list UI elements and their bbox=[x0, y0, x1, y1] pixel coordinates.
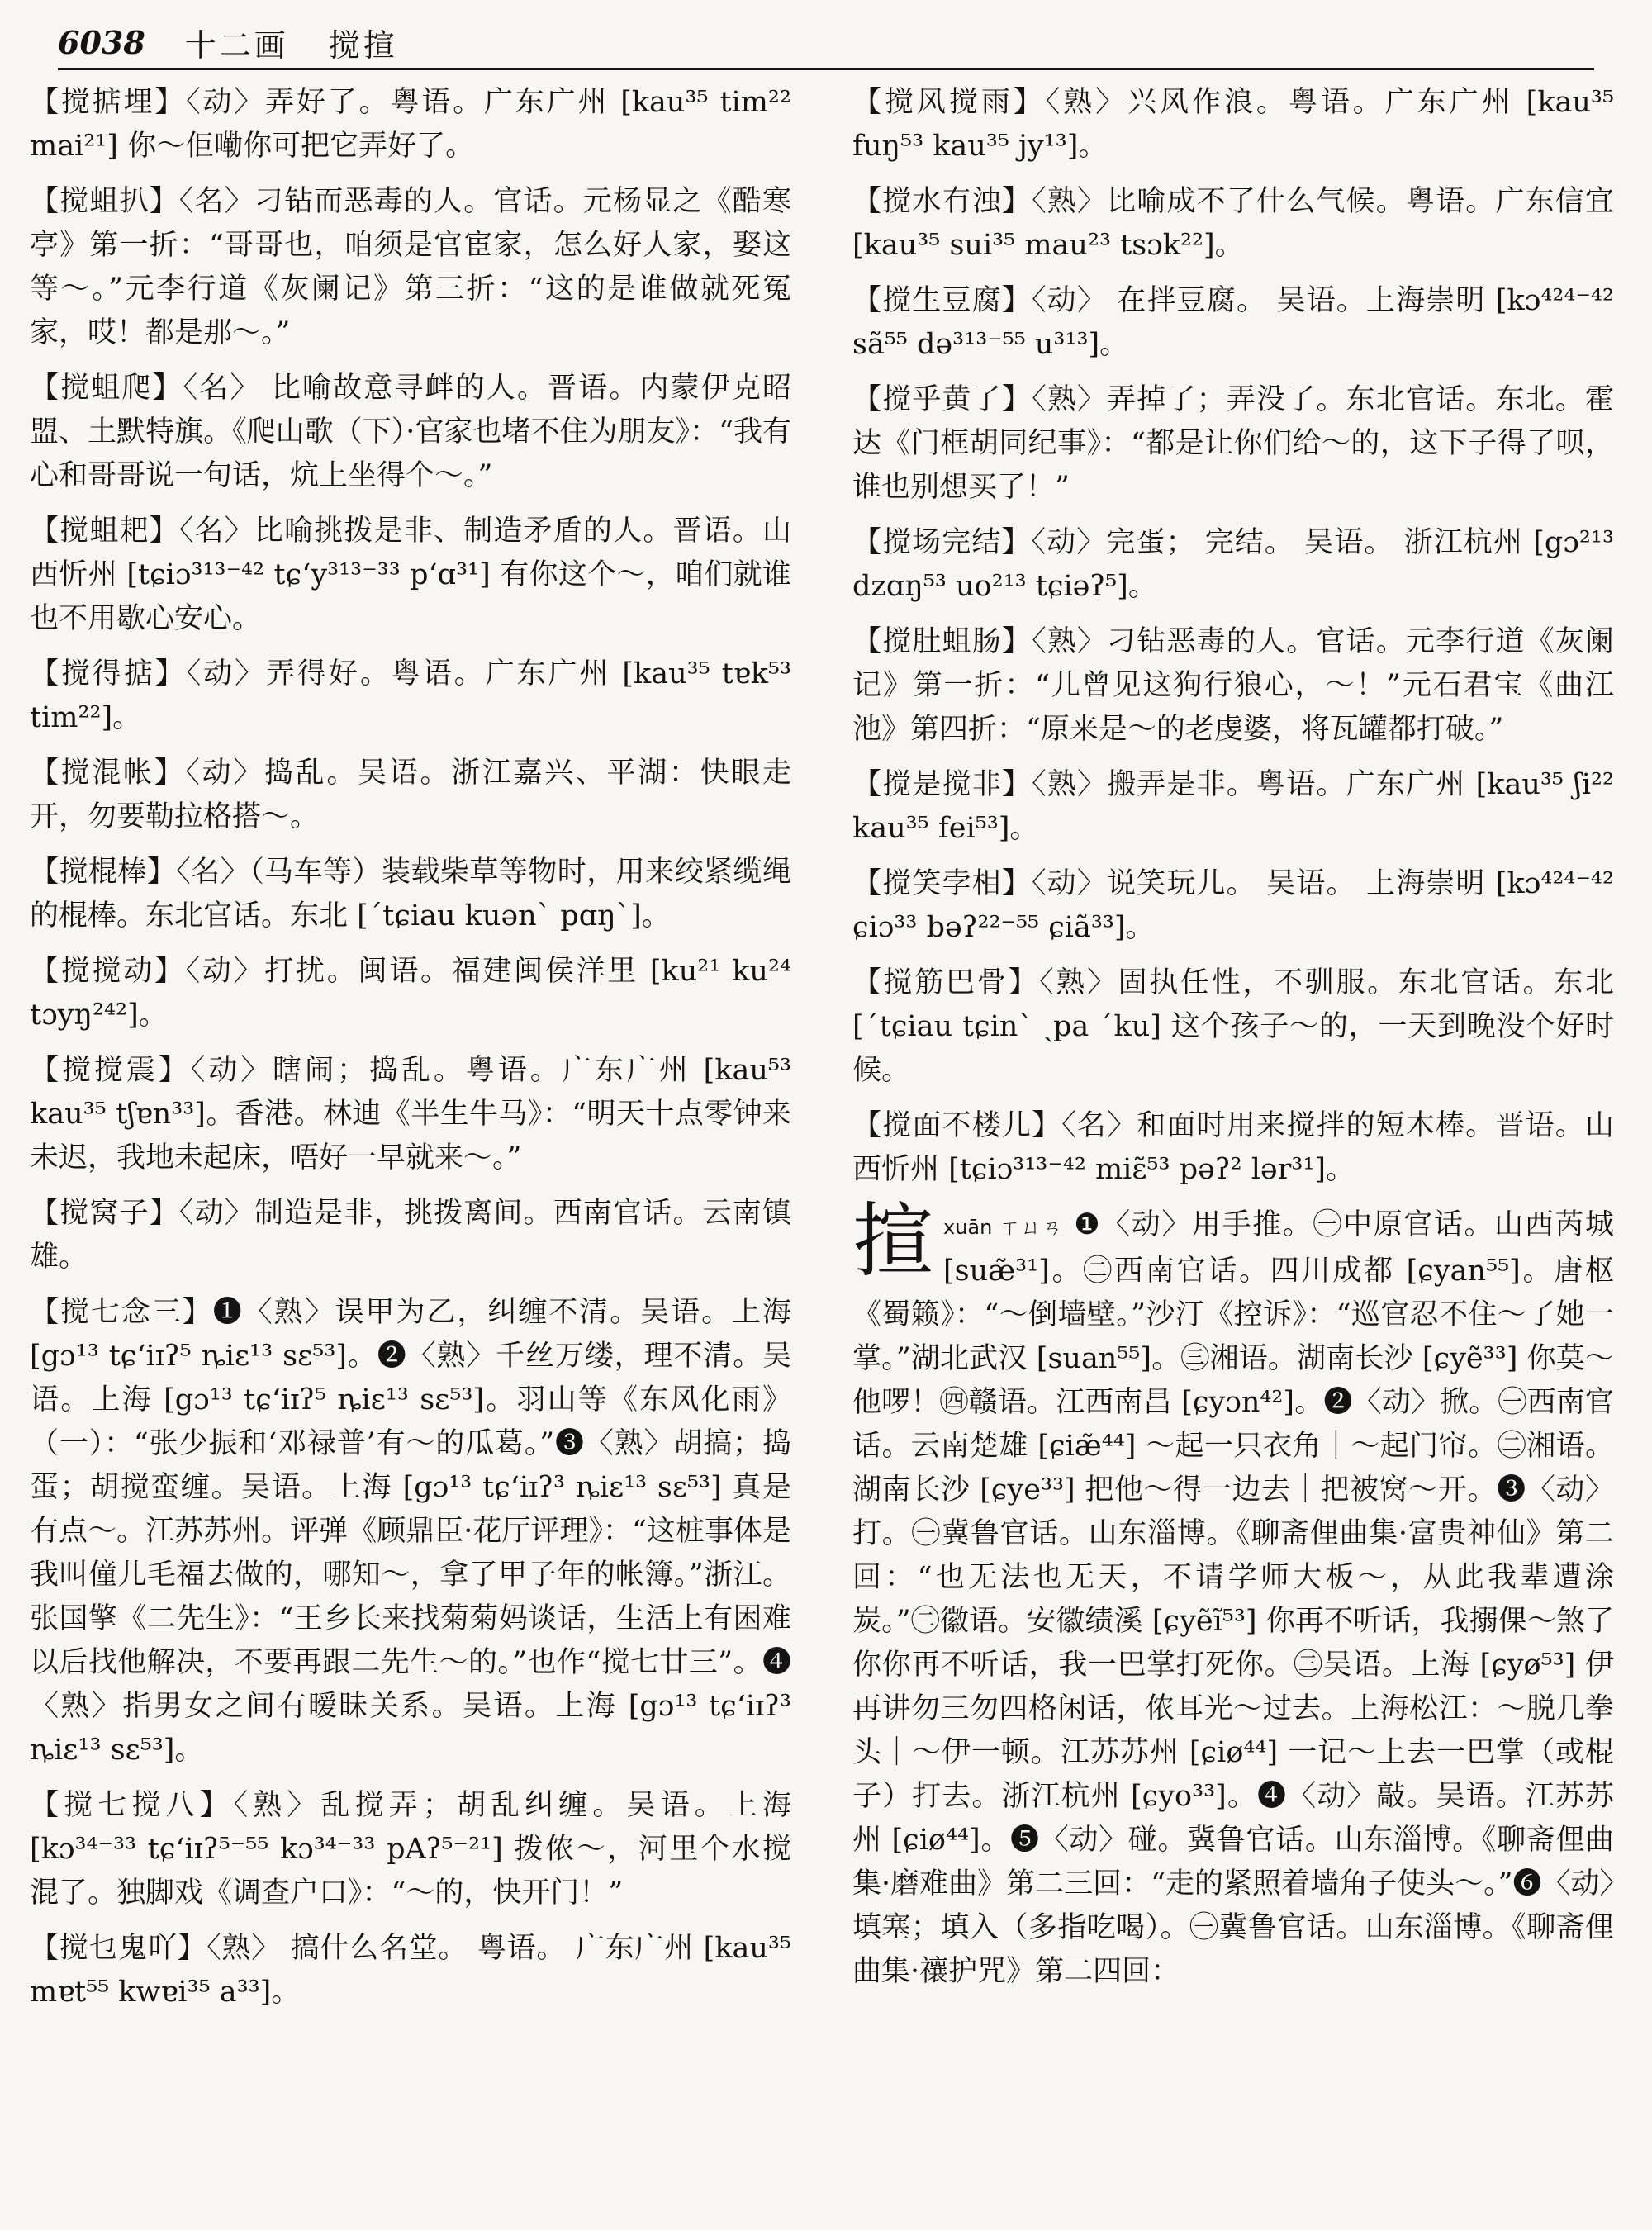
running-head: 搅揎 bbox=[328, 26, 398, 64]
character-definition: ❶〈动〉用手推。㊀中原官话。山西芮城 [suæ̃³¹]。㊁西南官话。四川成都 [ɕyan⁵⁵]。唐枢《蜀籁》：“～倒墙壁。”沙汀《控诉》：“巡官忍不住～了她一掌。”湖北武汉 [suan⁵⁵]。㊂湘语。湖南长沙 [ɕyẽ³³] 你莫～他啰！㊃赣语。江西南昌 [ɕyɔn⁴²]。❷〈动〉掀。㊀西南官话。云南楚雄 [ɕiæ̃⁴⁴] ～起一只衣角｜～起门帘。㊁湘语。湖南长沙 [ɕye³³] 把他～得一边去｜把被窝～开。❸〈动〉打。㊀冀鲁官话。山东淄博。《聊斋俚曲集·富贵神仙》第二回：“也无法也无天，不请学师大板～，从此我辈遭涂炭。”㊁徽语。安徽绩溪 [ɕyẽĩ⁵³] 你再不听话，我搦倮～煞了你你再不听话，我一巴掌打死你。㊂吴语。上海 [ɕyø⁵³] 伊再讲勿三勿四格闲话，侬耳光～过去。上海松江：～脱几拳头｜～伊一顿。江苏苏州 [ɕiø⁴⁴] 一记～上去一巴掌（或棍子）打去。浙江杭州 [ɕyo³³]。❹〈动〉敲。吴语。江苏苏州 [ɕiø⁴⁴]。❺〈动〉碰。冀鲁官话。山东淄博。《聊斋俚曲集·磨难曲》第二三回：“走的紧照着墙角子使头～。”❻〈动〉填塞；填入（多指吃喝）。㊀冀鲁官话。山东淄博。《聊斋俚曲集·禳护咒》第二四回： bbox=[852, 1208, 1614, 1988]
dictionary-entry: 【搅风搅雨】〈熟〉兴风作浪。粤语。广东广州 [kau³⁵ fuŋ⁵³ kau³⁵ jy¹³]。 bbox=[852, 86, 1614, 163]
dictionary-entry: 【搅掂埋】〈动〉弄好了。粤语。广东广州 [kau³⁵ tim²² mai²¹] 你～佢嘞你可把它弄好了。 bbox=[30, 86, 791, 163]
page-header bbox=[58, 17, 1594, 70]
dictionary-entry: 【搅蛆扒】〈名〉刁钻而恶毒的人。官话。元杨显之《酷寒亭》第一折：“哥哥也，咱须是官宦家，怎么好人家，娶这等～。”元李行道《灰阑记》第三折：“这的是谁做就死冤家，哎！都是那～。” bbox=[30, 185, 791, 349]
dictionary-entry: 【搅蛆爬】〈名〉 比喻故意寻衅的人。晋语。内蒙伊克昭盟、土默特旗。《爬山歌（下）·官家也堵不住为朋友》：“我有心和哥哥说一句话，炕上坐得个～。” bbox=[30, 372, 791, 492]
dictionary-entry: 【搅得掂】〈动〉弄得好。粤语。广东广州 [kau³⁵ tɐk⁵³ tim²²]。 bbox=[30, 657, 791, 734]
dictionary-entry: 【搅生豆腐】〈动〉 在拌豆腐。 吴语。上海崇明 [kɔ⁴²⁴⁻⁴² sã⁵⁵ də³¹³⁻⁵⁵ u³¹³]。 bbox=[852, 284, 1614, 361]
dictionary-entry: 【搅肚蛆肠】〈熟〉刁钻恶毒的人。官话。元李行道《灰阑记》第一折：“儿曾见这狗行狼心，～！”元石君宝《曲江池》第四折：“原来是～的老虔婆，将瓦罐都打破。” bbox=[852, 625, 1614, 746]
dictionary-entry: 【搅水冇浊】〈熟〉比喻成不了什么气候。粤语。广东信宜 [kau³⁵ sui³⁵ mau²³ tsɔk²²]。 bbox=[852, 185, 1614, 262]
dictionary-entry: 【搅混帐】〈动〉捣乱。吴语。浙江嘉兴、平湖：快眼走开，勿要勒拉格搭～。 bbox=[30, 757, 791, 833]
dictionary-entry: 【搅搅动】〈动〉打扰。闽语。福建闽侯洋里 [ku²¹ ku²⁴ tɔyŋ²⁴²]。 bbox=[30, 955, 791, 1032]
dictionary-entry: 【搅蛆耙】〈名〉比喻挑拨是非、制造矛盾的人。晋语。山西忻州 [tɕiɔ³¹³⁻⁴² tɕ‘y³¹³⁻³³ p‘ɑ³¹] 有你这个～，咱们就谁也不用歇心安心。 bbox=[30, 515, 791, 635]
character-entry bbox=[852, 1194, 1614, 1994]
left-column bbox=[30, 81, 791, 2213]
dictionary-entry: 【搅窝子】〈动〉制造是非，挑拨离间。西南官话。云南镇雄。 bbox=[30, 1197, 791, 1274]
dictionary-entry: 【搅棍棒】〈名〉（马车等）装载柴草等物时，用来绞紧缆绳的棍棒。东北官话。东北 [ˊtɕiau kuənˋ pɑŋˋ]。 bbox=[30, 856, 791, 932]
dictionary-entry: 【搅七搅八】〈熟〉乱搅弄；胡乱纠缠。吴语。上海 [kɔ³⁴⁻³³ tɕ‘iɪʔ⁵⁻⁵⁵ kɔ³⁴⁻³³ pAʔ⁵⁻²¹] 拨侬～，河里个水搅混了。独脚戏《调查户口》：“～的，快开门！” bbox=[30, 1789, 791, 1910]
chapter-title: 十二画 bbox=[184, 26, 289, 64]
dictionary-entry: 【搅筋巴骨】〈熟〉固执任性，不驯服。东北官话。东北 [ˊtɕiau tɕinˋ ˏpa ˊku] 这个孩子～的，一天到晚没个好时候。 bbox=[852, 966, 1614, 1087]
dictionary-entry: 【搅乜鬼吖】〈熟〉 搞什么名堂。 粤语。 广东广州 [kau³⁵ mɐt⁵⁵ kwɐi³⁵ a³³]。 bbox=[30, 1932, 791, 2009]
dictionary-entry: 【搅是搅非】〈熟〉搬弄是非。粤语。广东广州 [kau³⁵ ʃi²² kau³⁵ fei⁵³]。 bbox=[852, 768, 1614, 845]
dictionary-entry: 【搅搅震】〈动〉瞎闹；捣乱。粤语。广东广州 [kau⁵³ kau³⁵ tʃɐn³³]。香港。林迪《半生牛马》：“明天十点零钟来未迟，我地未起床，唔好一早就来～。” bbox=[30, 1054, 791, 1174]
dictionary-entry: 【搅面不楼儿】〈名〉和面时用来搅拌的短木棒。晋语。山西忻州 [tɕiɔ³¹³⁻⁴² miɛ̃⁵³ pəʔ² lər³¹]。 bbox=[852, 1109, 1614, 1186]
head-character: 揎 bbox=[852, 1194, 934, 1288]
dictionary-entry: 【搅笑孛相】〈动〉说笑玩儿。 吴语。 上海崇明 [kɔ⁴²⁴⁻⁴² ɕiɔ³³ bəʔ²²⁻⁵⁵ ɕiã³³]。 bbox=[852, 867, 1614, 944]
dictionary-entry: 【搅场完结】〈动〉完蛋； 完结。 吴语。 浙江杭州 [gɔ²¹³ dzɑŋ⁵³ uo²¹³ tɕiəʔ⁵]。 bbox=[852, 526, 1614, 603]
right-column bbox=[852, 81, 1614, 2213]
pinyin-zhuyin: xuān ㄒㄩㄢ bbox=[943, 1216, 1064, 1239]
page-number: 6038 bbox=[58, 23, 145, 61]
dictionary-entry: 【搅乎黄了】〈熟〉弄掉了；弄没了。东北官话。东北。霍达《门框胡同纪事》：“都是让你们给～的，这下子得了呗，谁也别想买了！” bbox=[852, 383, 1614, 504]
dictionary-entry: 【搅七念三】❶〈熟〉误甲为乙，纠缠不清。吴语。上海 [gɔ¹³ tɕ‘iɪʔ⁵ ȵiɛ¹³ sɛ⁵³]。❷〈熟〉千丝万缕，理不清。吴语。上海 [gɔ¹³ tɕ‘iɪʔ⁵ ȵiɛ¹³ sɛ⁵³]。羽山等《东风化雨》（一）：“张少振和‘邓禄普’有～的瓜葛。”❸〈熟〉胡搞；捣蛋；胡搅蛮缠。吴语。上海 [gɔ¹³ tɕ‘iɪʔ³ ȵiɛ¹³ sɛ⁵³] 真是有点～。江苏苏州。评弹《顾鼎臣·花厅评理》：“这桩事体是我叫僮儿毛福去做的，哪知～，拿了甲子年的帐簿。”浙江。张国擎《二先生》：“王乡长来找菊菊妈谈话，生活上有困难以后找他解决，不要再跟二先生～的。”也作“搅七廿三”。❹〈熟〉指男女之间有暧昧关系。吴语。上海 [gɔ¹³ tɕ‘iɪʔ³ ȵiɛ¹³ sɛ⁵³]。 bbox=[30, 1296, 791, 1767]
